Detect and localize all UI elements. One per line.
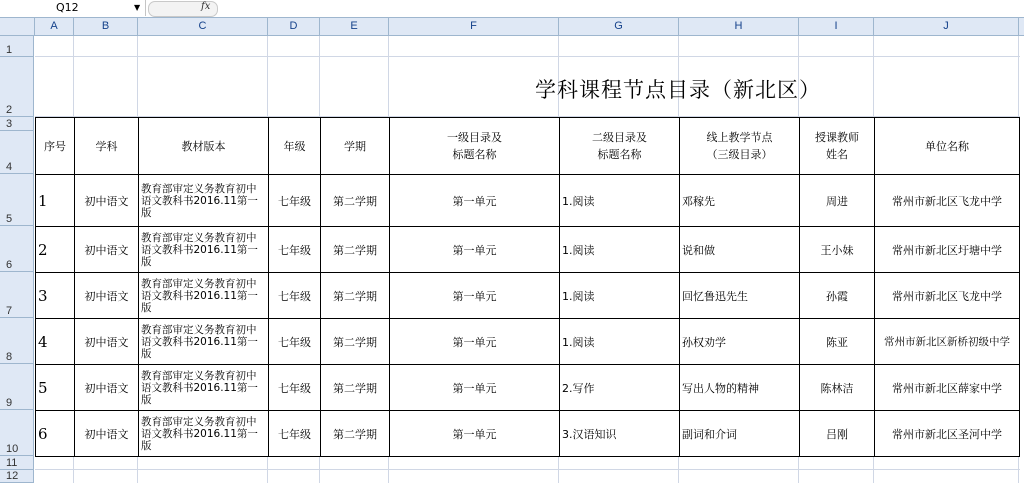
header-edition[interactable]: 教材版本 — [139, 118, 269, 175]
row-header-6[interactable] — [0, 226, 34, 272]
fx-area — [148, 1, 218, 17]
table-row — [36, 175, 1020, 227]
chevron-down-icon[interactable]: ▼ — [134, 3, 141, 12]
header-level3[interactable] — [680, 118, 800, 175]
cell-level1[interactable]: 第一单元 — [390, 175, 560, 227]
data-table — [35, 117, 1020, 457]
cell-seq[interactable]: 3 — [36, 273, 75, 319]
cell-subject[interactable]: 初中语文 — [75, 365, 139, 411]
sheet-title: 学科课程节点目录（新北区） — [535, 78, 821, 102]
cell-teacher[interactable]: 周进 — [800, 175, 875, 227]
cell-unit[interactable]: 常州市新北区薛家中学 — [875, 365, 1020, 411]
cell-level2[interactable]: 2.写作 — [560, 365, 680, 411]
cell-level1[interactable]: 第一单元 — [390, 411, 560, 457]
cell-level2[interactable]: 1.阅读 — [560, 175, 680, 227]
cell-edition[interactable]: 教育部审定义务教育初中语文教科书2016.11第一版 — [139, 319, 269, 365]
column-header-d[interactable]: D — [268, 18, 320, 35]
cell-subject[interactable]: 初中语文 — [75, 319, 139, 365]
table-row — [36, 319, 1020, 365]
row-number: 6 — [6, 259, 13, 271]
cell-level2[interactable]: 1.阅读 — [560, 227, 680, 273]
cell-level2[interactable]: 1.阅读 — [560, 273, 680, 319]
row-number: 11 — [6, 457, 18, 469]
cell-unit[interactable]: 常州市新北区圩塘中学 — [875, 227, 1020, 273]
row-number: 8 — [6, 351, 13, 363]
cell-level1[interactable]: 第一单元 — [390, 319, 560, 365]
row-number: 1 — [6, 44, 13, 56]
header-teacher-line1: 授课教师 — [815, 131, 859, 144]
right-edge — [1020, 36, 1024, 483]
function-icon[interactable]: fx — [201, 1, 211, 12]
column-header-e[interactable]: E — [320, 18, 389, 35]
header-teacher[interactable] — [800, 118, 875, 175]
cell-unit[interactable]: 常州市新北区飞龙中学 — [875, 175, 1020, 227]
row-number: 10 — [6, 443, 19, 455]
cell-unit[interactable]: 常州市新北区飞龙中学 — [875, 273, 1020, 319]
header-level2-line2: 标题名称 — [597, 148, 642, 161]
cell-level3[interactable]: 回忆鲁迅先生 — [680, 273, 800, 319]
column-header-c[interactable]: C — [138, 18, 268, 35]
column-header-a[interactable]: A — [35, 18, 74, 35]
table-row — [36, 273, 1020, 319]
column-header-i[interactable]: I — [799, 18, 874, 35]
cell-grade[interactable]: 七年级 — [269, 319, 321, 365]
cell-level3[interactable]: 副词和介词 — [680, 411, 800, 457]
header-seq[interactable]: 序号 — [36, 118, 75, 175]
row-header-11[interactable] — [0, 456, 34, 470]
cell-term[interactable]: 第二学期 — [321, 175, 390, 227]
header-level1-line2: 标题名称 — [452, 148, 497, 161]
cell-subject[interactable]: 初中语文 — [75, 175, 139, 227]
header-grade[interactable]: 年级 — [269, 118, 321, 175]
cell-teacher[interactable]: 孙霞 — [800, 273, 875, 319]
cell-grade[interactable]: 七年级 — [269, 273, 321, 319]
row-header-9[interactable] — [0, 364, 34, 410]
select-all-corner[interactable] — [0, 18, 35, 35]
column-header-h[interactable]: H — [679, 18, 799, 35]
cell-edition[interactable]: 教育部审定义务教育初中语文教科书2016.11第一版 — [139, 175, 269, 227]
cell-level2[interactable]: 1.阅读 — [560, 319, 680, 365]
row-number: 7 — [6, 305, 13, 317]
row-number: 4 — [6, 161, 13, 173]
cell-level1[interactable]: 第一单元 — [390, 273, 560, 319]
cell-subject[interactable]: 初中语文 — [75, 273, 139, 319]
cell-level3[interactable]: 说和做 — [680, 227, 800, 273]
cell-level1[interactable]: 第一单元 — [390, 227, 560, 273]
cell-edition[interactable]: 教育部审定义务教育初中语文教科书2016.11第一版 — [139, 227, 269, 273]
cell-level2[interactable]: 3.汉语知识 — [560, 411, 680, 457]
cell-level1[interactable]: 第一单元 — [390, 365, 560, 411]
cell-term[interactable]: 第二学期 — [321, 273, 390, 319]
cell-seq[interactable]: 1 — [36, 175, 75, 227]
column-header-f[interactable]: F — [389, 18, 559, 35]
row-header-1[interactable] — [0, 36, 34, 57]
column-headers — [0, 18, 1024, 36]
cell-unit[interactable]: 常州市新北区新桥初级中学 — [875, 319, 1020, 365]
cell-term[interactable]: 第二学期 — [321, 365, 390, 411]
header-level3-line2: （三级目录） — [706, 148, 773, 161]
cell-seq[interactable]: 2 — [36, 227, 75, 273]
header-level2[interactable] — [560, 118, 680, 175]
column-header-j[interactable]: J — [874, 18, 1019, 35]
column-header-b[interactable]: B — [74, 18, 138, 35]
cell-edition[interactable]: 教育部审定义务教育初中语文教科书2016.11第一版 — [139, 365, 269, 411]
row-header-8[interactable] — [0, 318, 34, 364]
name-box[interactable] — [0, 0, 146, 16]
row-header-4[interactable] — [0, 131, 34, 174]
cell-teacher[interactable]: 吕刚 — [800, 411, 875, 457]
cell-level3[interactable]: 邓稼先 — [680, 175, 800, 227]
cell-term[interactable]: 第二学期 — [321, 227, 390, 273]
header-level2-line1: 二级目录及 — [592, 131, 647, 144]
header-unit[interactable]: 单位名称 — [875, 118, 1020, 175]
table-row — [36, 365, 1020, 411]
row-header-5[interactable] — [0, 174, 34, 226]
row-number: 5 — [6, 213, 13, 225]
cell-edition[interactable]: 教育部审定义务教育初中语文教科书2016.11第一版 — [139, 411, 269, 457]
cell-teacher[interactable]: 陈亚 — [800, 319, 875, 365]
cell-unit[interactable]: 常州市新北区圣河中学 — [875, 411, 1020, 457]
header-level1[interactable] — [390, 118, 560, 175]
name-box-value: Q12 — [56, 1, 79, 14]
cell-subject[interactable]: 初中语文 — [75, 411, 139, 457]
table-row — [36, 227, 1020, 273]
cell-edition[interactable]: 教育部审定义务教育初中语文教科书2016.11第一版 — [139, 273, 269, 319]
row-number: 2 — [6, 104, 13, 116]
row-header-3[interactable] — [0, 117, 34, 131]
row-header-7[interactable] — [0, 272, 34, 318]
formula-input[interactable] — [218, 0, 1024, 16]
cell-seq[interactable]: 5 — [36, 365, 75, 411]
row-number: 12 — [6, 470, 19, 482]
row-header-10[interactable] — [0, 410, 34, 456]
cell-grade[interactable]: 七年级 — [269, 411, 321, 457]
cell-level3[interactable]: 写出人物的精神 — [680, 365, 800, 411]
header-level1-line1: 一级目录及 — [447, 131, 502, 144]
cell-term[interactable]: 第二学期 — [321, 411, 390, 457]
cell-grade[interactable]: 七年级 — [269, 227, 321, 273]
row-header-2[interactable] — [0, 57, 34, 117]
header-level3-line1: 线上教学节点 — [706, 131, 773, 144]
cell-level3[interactable]: 孙权劝学 — [680, 319, 800, 365]
cell-seq[interactable]: 6 — [36, 411, 75, 457]
header-term[interactable]: 学期 — [321, 118, 390, 175]
cell-term[interactable]: 第二学期 — [321, 319, 390, 365]
cell-teacher[interactable]: 王小妹 — [800, 227, 875, 273]
column-header-g[interactable]: G — [559, 18, 679, 35]
header-teacher-line2: 姓名 — [826, 148, 848, 161]
header-subject[interactable]: 学科 — [75, 118, 139, 175]
row-number: 9 — [6, 397, 13, 409]
row-header-12[interactable] — [0, 470, 34, 483]
cell-subject[interactable]: 初中语文 — [75, 227, 139, 273]
table-row — [36, 411, 1020, 457]
cell-grade[interactable]: 七年级 — [269, 175, 321, 227]
cell-grade[interactable]: 七年级 — [269, 365, 321, 411]
cell-seq[interactable]: 4 — [36, 319, 75, 365]
header-row — [36, 118, 1020, 175]
cell-teacher[interactable]: 陈林洁 — [800, 365, 875, 411]
row-number: 3 — [6, 118, 13, 130]
formula-bar — [0, 0, 1024, 18]
